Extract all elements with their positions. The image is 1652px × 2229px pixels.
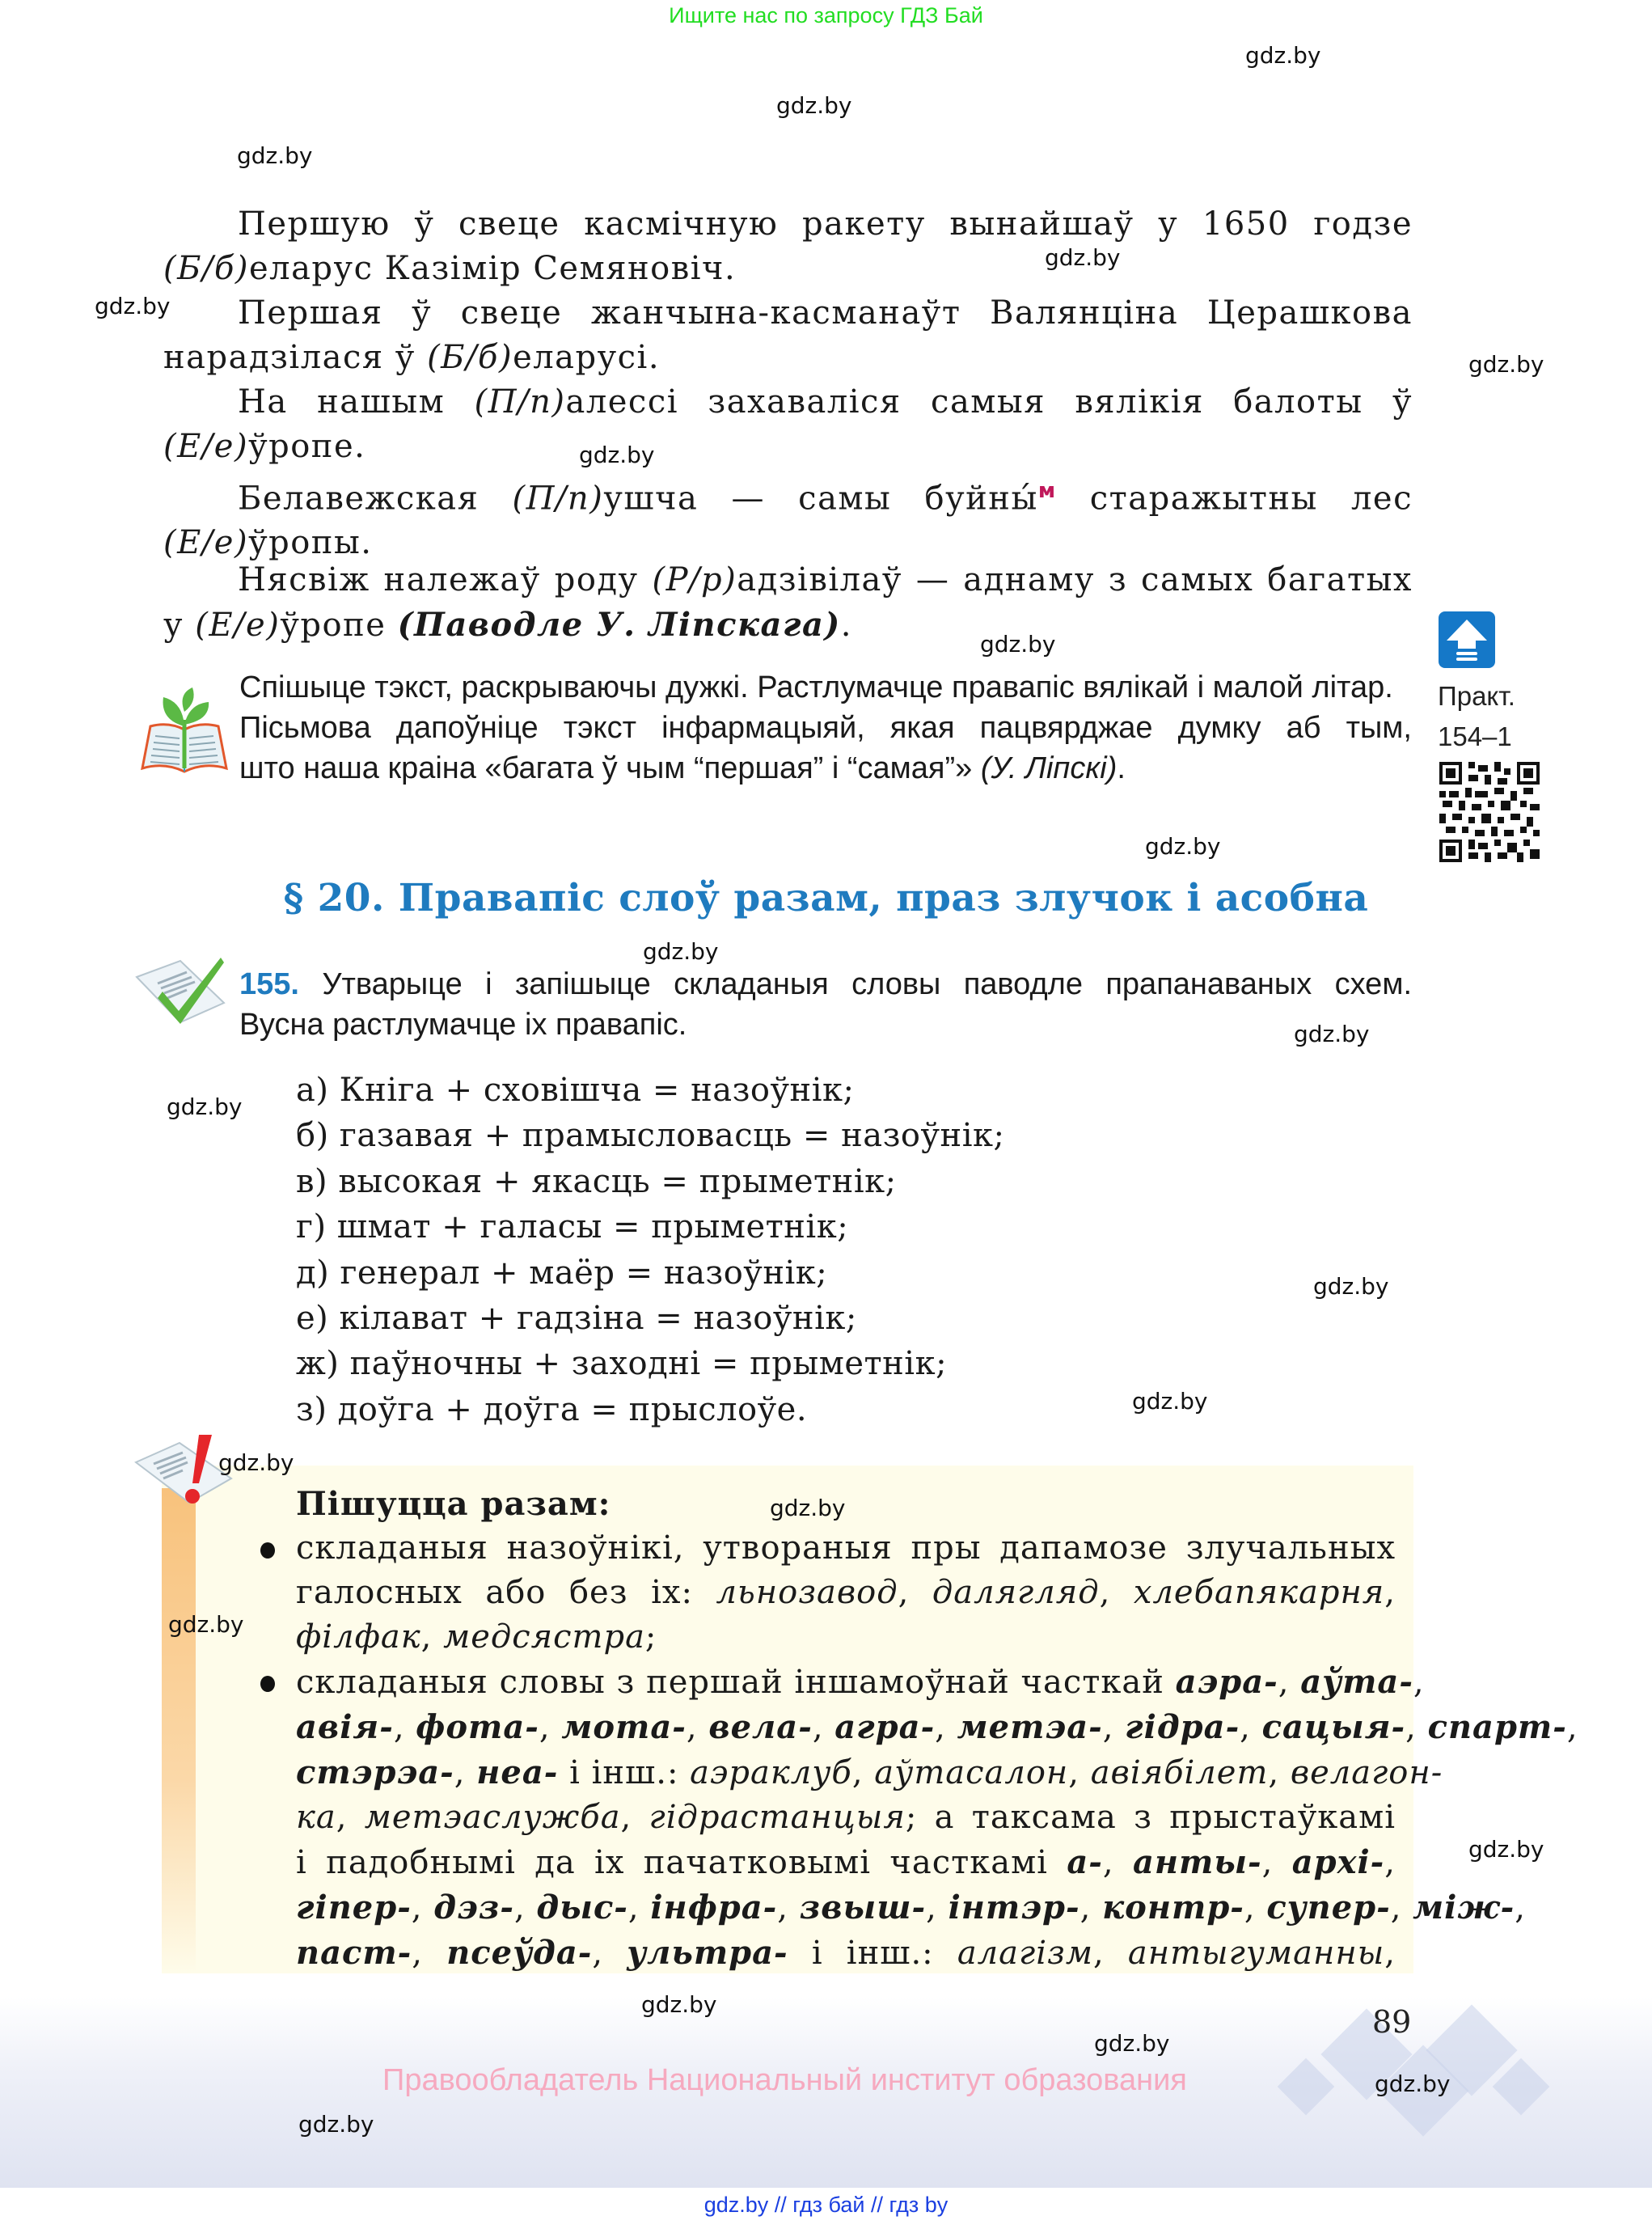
text-line: (Е/е)ўропе. (163, 428, 366, 465)
checkmark-document-icon (133, 953, 230, 1034)
rule-strip (162, 1488, 196, 1973)
text-line: (Б/б)еларус Казімір Семяновіч. (163, 250, 737, 287)
top-banner: Ищите нас по запросу ГДЗ Бай (669, 3, 983, 27)
watermark: gdz.by (167, 1093, 243, 1120)
bottom-links[interactable]: gdz.by // гдз бай // гдз by (0, 2188, 1652, 2229)
paragraph (163, 202, 1413, 291)
watermark: gdz.by (579, 442, 655, 468)
watermark: gdz.by (643, 938, 719, 965)
watermark: gdz.by (95, 293, 171, 319)
watermark: gdz.by (641, 1991, 717, 2018)
practice-upload-icon-button[interactable] (1439, 611, 1495, 668)
watermark: gdz.by (218, 1449, 294, 1476)
watermark: gdz.by (1045, 244, 1121, 271)
bullet-icon (260, 1676, 275, 1692)
qr-code[interactable] (1439, 762, 1540, 862)
list-item: г) шмат + галасы = прыметнік; (296, 1208, 849, 1246)
practice-code[interactable]: 154–1 (1438, 721, 1512, 751)
watermark: gdz.by (1145, 833, 1221, 860)
watermark: gdz.by (237, 142, 313, 169)
paragraph (163, 380, 1413, 469)
task-155-text: 155. Утварыце і запішыце складаныя словы паводле прапанаваных схем. Вусна растлумачце іх правапіс. (239, 967, 1412, 1042)
watermark: gdz.by (1375, 2070, 1451, 2097)
list-item: а) Кніга + сховішча = назоўнік; (296, 1072, 855, 1109)
page-number: 89 (1372, 2004, 1412, 2040)
text-line: Першую ў свеце касмічную ракету вынайшаў у 1650 годзе (238, 205, 1413, 243)
watermark: gdz.by (1245, 42, 1321, 69)
rule-title: Пішуцца разам: (296, 1485, 611, 1523)
bullet-icon (260, 1542, 275, 1559)
paragraph (163, 291, 1413, 380)
upload-arrow-icon (1439, 611, 1495, 668)
watermark: gdz.by (168, 1611, 244, 1638)
watermark: gdz.by (1468, 1836, 1544, 1863)
paragraph (163, 469, 1413, 565)
text-line: На нашым (П/п)алессі захаваліся самыя вялікія балоты ў (238, 383, 1413, 421)
watermark: gdz.by (776, 92, 852, 119)
watermark: gdz.by (980, 631, 1056, 658)
list-item: ж) паўночны + заходні = прыметнік; (296, 1345, 948, 1383)
list-item: в) высокая + якасць = прыметнік; (296, 1162, 897, 1200)
rights-holder: Правообладатель Национальный институт образования (382, 2063, 1187, 2097)
rule-bullet: складаныя назоўнікі, утвораныя пры дапамозе злучальных галосных або без іх: льнозавод, далягляд, хлебапякарня, філфак, медсястра; (296, 1526, 1396, 1660)
text-line: Першая ў свеце жанчына-касманаўт Валянціна Церашкова (238, 294, 1413, 332)
practice-label[interactable]: Практ. (1438, 681, 1515, 711)
watermark: gdz.by (1094, 2030, 1170, 2057)
task-154-text: Спішыце тэкст, раскрываючы дужкі. Растлумачце правапіс вялікай і малой літар. Пісьмова дапоўніце тэкст інфармацыяй, якая пацвярджае думку аб тым, што наша краіна «багата ў чым “першая” і “самая”» (У. Ліпскі). (239, 670, 1412, 785)
watermark: gdz.by (1294, 1021, 1370, 1047)
text-line: Нясвіж належаў роду (Р/р)адзівілаў — аднаму з самых багатых (238, 561, 1413, 598)
watermark: gdz.by (1132, 1388, 1208, 1415)
list-item: д) генерал + маёр = назоўнік; (296, 1254, 828, 1292)
text-line: нарадзілася ў (Б/б)еларусі. (163, 339, 661, 376)
text-line: Белавежская (П/п)ушча — самы буйны́$^м$ старажытны лес (238, 479, 1413, 518)
watermark: gdz.by (770, 1495, 846, 1521)
text-line: у (Е/е)ўропе (Паводле У. Ліпскага). (163, 606, 853, 644)
list-item: е) кілават + гадзіна = назоўнік; (296, 1300, 857, 1338)
watermark: gdz.by (298, 2111, 374, 2138)
task-155-list (296, 1068, 1004, 1432)
watermark: gdz.by (1313, 1273, 1389, 1300)
task-number: 155. (239, 967, 299, 1001)
rule-bullet: складаныя словы з першай іншамоўнай часткай аэра-, аўта-, авія-, фота-, мота-, вела-, агра-, метэа-, гідра-, сацыя-, спарт-, стэрэа-, неа- і інш.: аэраклуб, аўтасалон, авіябілет, велагон- ка, метэаслужба, гідрастанцыя; а таксама з прыстаўкамі і падобнымі да іх пачатковымі часткамі а-, анты-, архі-, гіпер-, дэз-, дыс-, інфра-, звыш-, інтэр-, контр-, супер-, між-, паст-, псеўда-, ультра- і інш.: алагізм, антыгуманны, (296, 1660, 1396, 1976)
watermark: gdz.by (1468, 351, 1544, 378)
section-heading: § 20. Правапіс слоў разам, праз злучок і асобна (283, 876, 1369, 920)
book-sprout-icon (136, 687, 233, 776)
list-item: з) доўга + доўга = прыслоўе. (296, 1390, 808, 1428)
list-item: б) газавая + прамысловасць = назоўнік; (296, 1117, 1005, 1155)
text-line: (Е/е)ўропы. (163, 524, 373, 562)
paragraph (163, 558, 1413, 648)
